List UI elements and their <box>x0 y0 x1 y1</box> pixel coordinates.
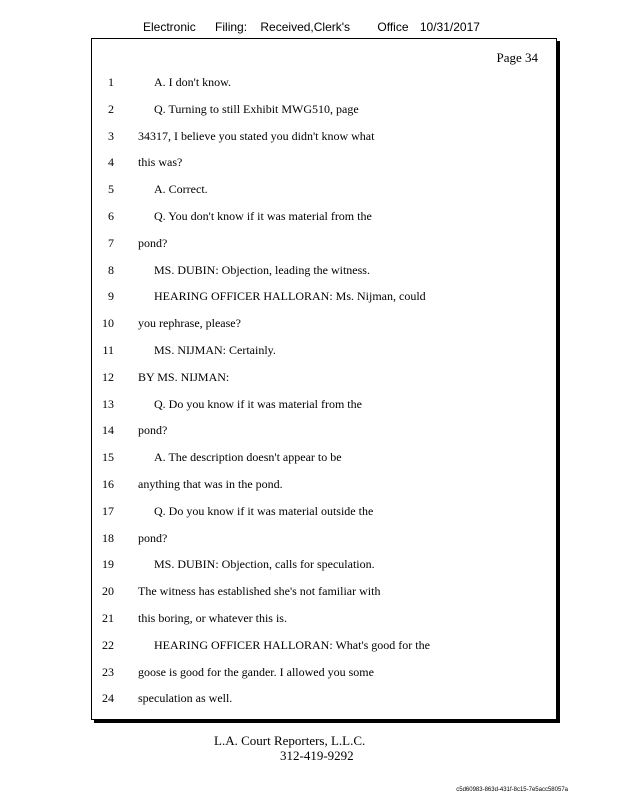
footer-phone: 312-419-9292 <box>280 748 354 763</box>
filing-header-filing: Filing: <box>215 20 248 34</box>
line-number: 12 <box>102 369 114 384</box>
line-number: 11 <box>102 342 114 357</box>
line-number: 17 <box>102 503 114 518</box>
line-number: 15 <box>102 450 114 465</box>
line-number: 6 <box>108 208 114 223</box>
line-text: MS. DUBIN: Objection, calls for speculation. <box>154 557 375 572</box>
line-text: this was? <box>138 155 183 170</box>
line-number: 20 <box>102 584 114 599</box>
line-number: 18 <box>102 530 114 545</box>
line-number: 21 <box>102 610 114 625</box>
filing-stamp-header <box>143 20 480 34</box>
filing-header-date: 10/31/2017 <box>419 20 480 34</box>
transcript-line <box>92 149 556 176</box>
line-number: 22 <box>102 637 114 652</box>
line-number: 10 <box>102 316 114 331</box>
transcript-line <box>92 230 556 257</box>
line-number: 9 <box>108 289 114 304</box>
line-text: The witness has established she's not familiar with <box>138 584 381 599</box>
line-text: Q. You don't know if it was material from the <box>154 208 372 223</box>
line-text: anything that was in the pond. <box>138 476 283 491</box>
transcript-lines <box>92 69 556 712</box>
line-text: MS. DUBIN: Objection, leading the witness. <box>154 262 370 277</box>
line-number: 5 <box>108 182 114 197</box>
transcript-page <box>91 38 557 720</box>
transcript-line <box>92 283 556 310</box>
footer-company: L.A. Court Reporters, L.L.C. <box>214 733 366 748</box>
line-number: 24 <box>102 691 114 706</box>
line-text: goose is good for the gander. I allowed you some <box>138 664 374 679</box>
transcript-line <box>92 659 556 686</box>
line-text: this boring, or whatever this is. <box>138 610 287 625</box>
line-number: 8 <box>108 262 114 277</box>
line-text: Q. Do you know if it was material from the <box>154 396 362 411</box>
filing-header-received: Received,Clerk's <box>260 20 351 34</box>
line-text: MS. NIJMAN: Certainly. <box>154 342 276 357</box>
filing-header-office: Office <box>377 20 409 34</box>
line-text: Q. Turning to still Exhibit MWG510, page <box>154 101 359 116</box>
line-number: 19 <box>102 557 114 572</box>
line-text: Q. Do you know if it was material outside the <box>154 503 374 518</box>
page-number: Page 34 <box>496 50 538 65</box>
transcript-line <box>92 364 556 391</box>
line-number: 13 <box>102 396 114 411</box>
line-text: A. The description doesn't appear to be <box>154 450 342 465</box>
transcript-line <box>92 69 556 96</box>
transcript-line <box>92 123 556 150</box>
line-text: HEARING OFFICER HALLORAN: Ms. Nijman, could <box>154 289 426 304</box>
transcript-line <box>92 96 556 123</box>
transcript-line <box>92 498 556 525</box>
line-number: 1 <box>108 75 114 89</box>
transcript-line <box>92 685 556 712</box>
line-text: 34317, I believe you stated you didn't know what <box>138 128 375 143</box>
line-text: speculation as well. <box>138 691 233 706</box>
transcript-line <box>92 444 556 471</box>
line-number: 14 <box>102 423 114 438</box>
transcript-line <box>92 310 556 337</box>
line-number: 23 <box>102 664 114 679</box>
transcript-line <box>92 417 556 444</box>
transcript-line <box>92 551 556 578</box>
line-text: A. Correct. <box>154 182 208 197</box>
transcript-line <box>92 176 556 203</box>
transcript-line <box>92 578 556 605</box>
transcript-line <box>92 605 556 632</box>
transcript-line <box>92 257 556 284</box>
line-number: 3 <box>108 128 114 143</box>
transcript-line <box>92 203 556 230</box>
line-text: you rephrase, please? <box>138 316 241 331</box>
line-number: 16 <box>102 476 114 491</box>
line-text: pond? <box>138 423 168 438</box>
transcript-line <box>92 391 556 418</box>
line-number: 7 <box>108 235 114 250</box>
filing-header-electronic: Electronic <box>143 20 196 34</box>
line-text: HEARING OFFICER HALLORAN: What's good for the <box>154 637 430 652</box>
line-text: pond? <box>138 235 168 250</box>
transcript-line <box>92 471 556 498</box>
line-text: A. I don't know. <box>154 75 232 89</box>
line-text: BY MS. NIJMAN: <box>138 369 230 384</box>
transcript-line <box>92 525 556 552</box>
transcript-line <box>92 337 556 364</box>
line-number: 2 <box>108 101 114 116</box>
document-id: c5d60983-863d-431f-8c15-7e5acc58057a <box>456 787 568 793</box>
line-text: pond? <box>138 530 168 545</box>
transcript-line <box>92 632 556 659</box>
line-number: 4 <box>108 155 114 170</box>
